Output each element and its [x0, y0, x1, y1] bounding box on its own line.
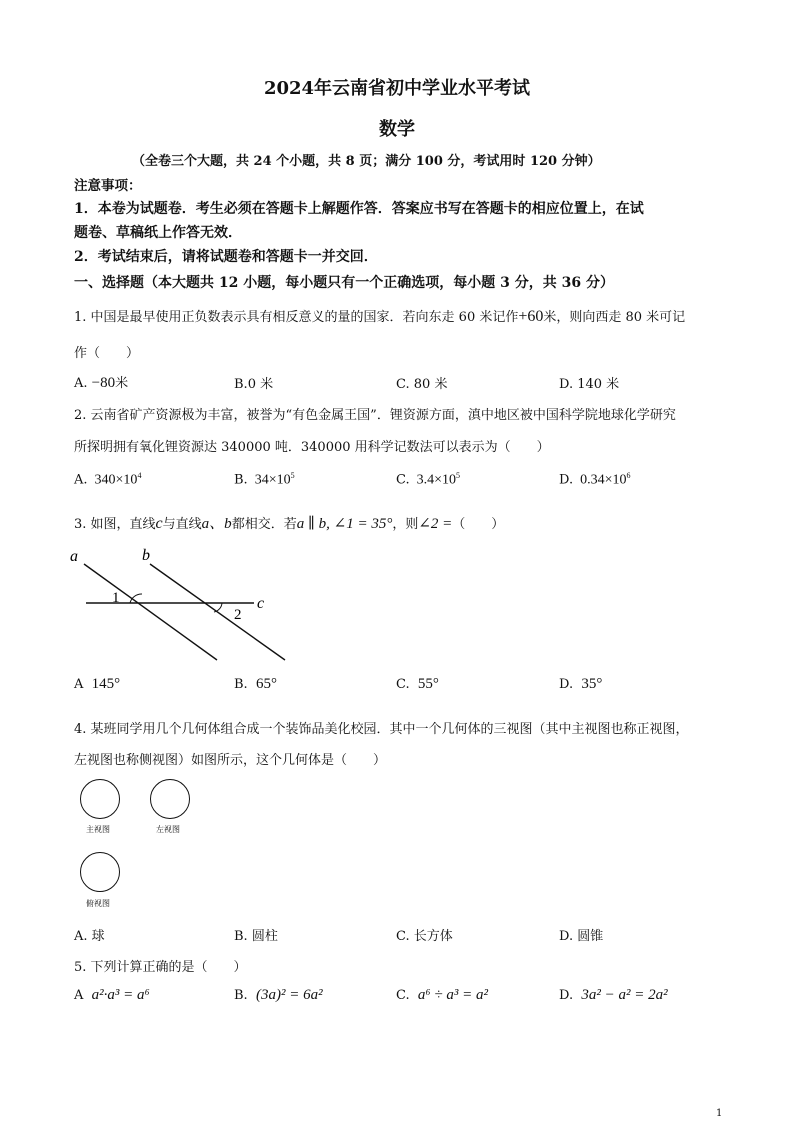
q4-option-a: A. 球	[74, 929, 105, 944]
left-view-circle	[150, 779, 190, 819]
left-view-label: 左视图	[156, 825, 180, 834]
question-3-stem: 3. 如图，直线c与直线a、b都相交．若a ∥ b, ∠1 = 35°，则∠2 =（ ）	[74, 515, 505, 532]
q4-option-b: B. 圆柱	[234, 929, 278, 944]
q2-option-a: A. $340\times 10^4$	[74, 471, 142, 488]
q4-option-d: D. 圆锥	[559, 929, 604, 944]
front-view-label: 主视图	[86, 825, 110, 834]
label-b: b	[142, 547, 150, 564]
page-number: 1	[716, 1108, 723, 1119]
top-view-label: 俯视图	[86, 899, 110, 908]
q3-option-c: C. 55°	[396, 676, 439, 692]
exam-info: （全卷三个大题，共 24 个小题，共 8 页；满分 100 分，考试用时 120 分钟）	[132, 154, 601, 169]
exam-title: 2024年云南省初中学业水平考试	[263, 78, 531, 99]
label-a: a	[70, 548, 78, 565]
label-angle-2: 2	[234, 607, 242, 623]
notice-heading: 注意事项：	[74, 178, 142, 194]
q5-option-b: B. (3a)² = 6a²	[234, 987, 323, 1003]
q1-option-b: B.0 米	[234, 377, 274, 392]
line-a	[84, 564, 217, 660]
question-4-line-1: 4. 某班同学用几个几何体组合成一个装饰品美化校园．其中一个几何体的三视图（其中主视图也称正视图，	[74, 722, 689, 737]
q2-option-c: C. $3.4\times 10^5$	[396, 471, 461, 488]
notice-item-1-line-1: 1．本卷为试题卷．考生必须在答题卡上解题作答．答案应书写在答题卡的相应位置上，在试	[74, 201, 644, 217]
section-1-heading: 一、选择题（本大题共 12 小题，每小题只有一个正确选项，每小题 3 分，共 36 分）	[74, 275, 614, 291]
notice-item-2: 2．考试结束后，请将试题卷和答题卡一并交回．	[74, 249, 378, 265]
question-1-line-2: 作（ ）	[74, 346, 140, 361]
subject-title: 数学	[379, 119, 415, 140]
question-4-line-2: 左视图也称侧视图）如图所示，这个几何体是（ ）	[74, 753, 387, 768]
q5-option-c: C. a⁶ ÷ a³ = a²	[396, 987, 488, 1003]
math-plus-60: +60	[518, 308, 544, 325]
q2-option-d: D. $0.34\times 10^6$	[559, 471, 631, 488]
top-view-circle	[80, 852, 120, 892]
q3-option-a: A 145°	[74, 676, 121, 692]
parallel-lines-figure	[64, 540, 304, 668]
q2-option-b: B. $34\times 10^5$	[234, 471, 295, 488]
q1-option-c: C. 80 米	[396, 377, 448, 392]
q4-option-c: C. 长方体	[396, 929, 453, 944]
question-2-line-2: 所探明拥有氧化锂资源达 340000 吨．340000 用科学记数法可以表示为（ ）	[74, 440, 550, 455]
label-angle-1: 1	[112, 590, 120, 606]
line-b	[150, 564, 285, 660]
notice-item-1-line-2: 题卷、草稿纸上作答无效．	[74, 225, 242, 241]
q5-option-a: A a²·a³ = a⁶	[74, 987, 150, 1003]
q3-option-d: D. 35°	[559, 676, 603, 692]
q1-option-d: D. 140 米	[559, 377, 620, 392]
question-2-line-1: 2. 云南省矿产资源极为丰富，被誉为“有色金属王国”．锂资源方面，滇中地区被中国科学院地球化学研究	[74, 408, 676, 423]
label-c: c	[257, 595, 265, 612]
q5-option-d: D. 3a² − a² = 2a²	[559, 987, 668, 1003]
front-view-circle	[80, 779, 120, 819]
question-5-stem: 5. 下列计算正确的是（ ）	[74, 960, 247, 975]
question-1-line-1: 1. 中国是最早使用正负数表示具有相反意义的量的国家．若向东走 60 米记作+60米，则向西走 80 米可记	[74, 308, 686, 325]
q3-option-b: B. 65°	[234, 676, 277, 692]
q1-option-a: A. −80米	[74, 375, 129, 391]
